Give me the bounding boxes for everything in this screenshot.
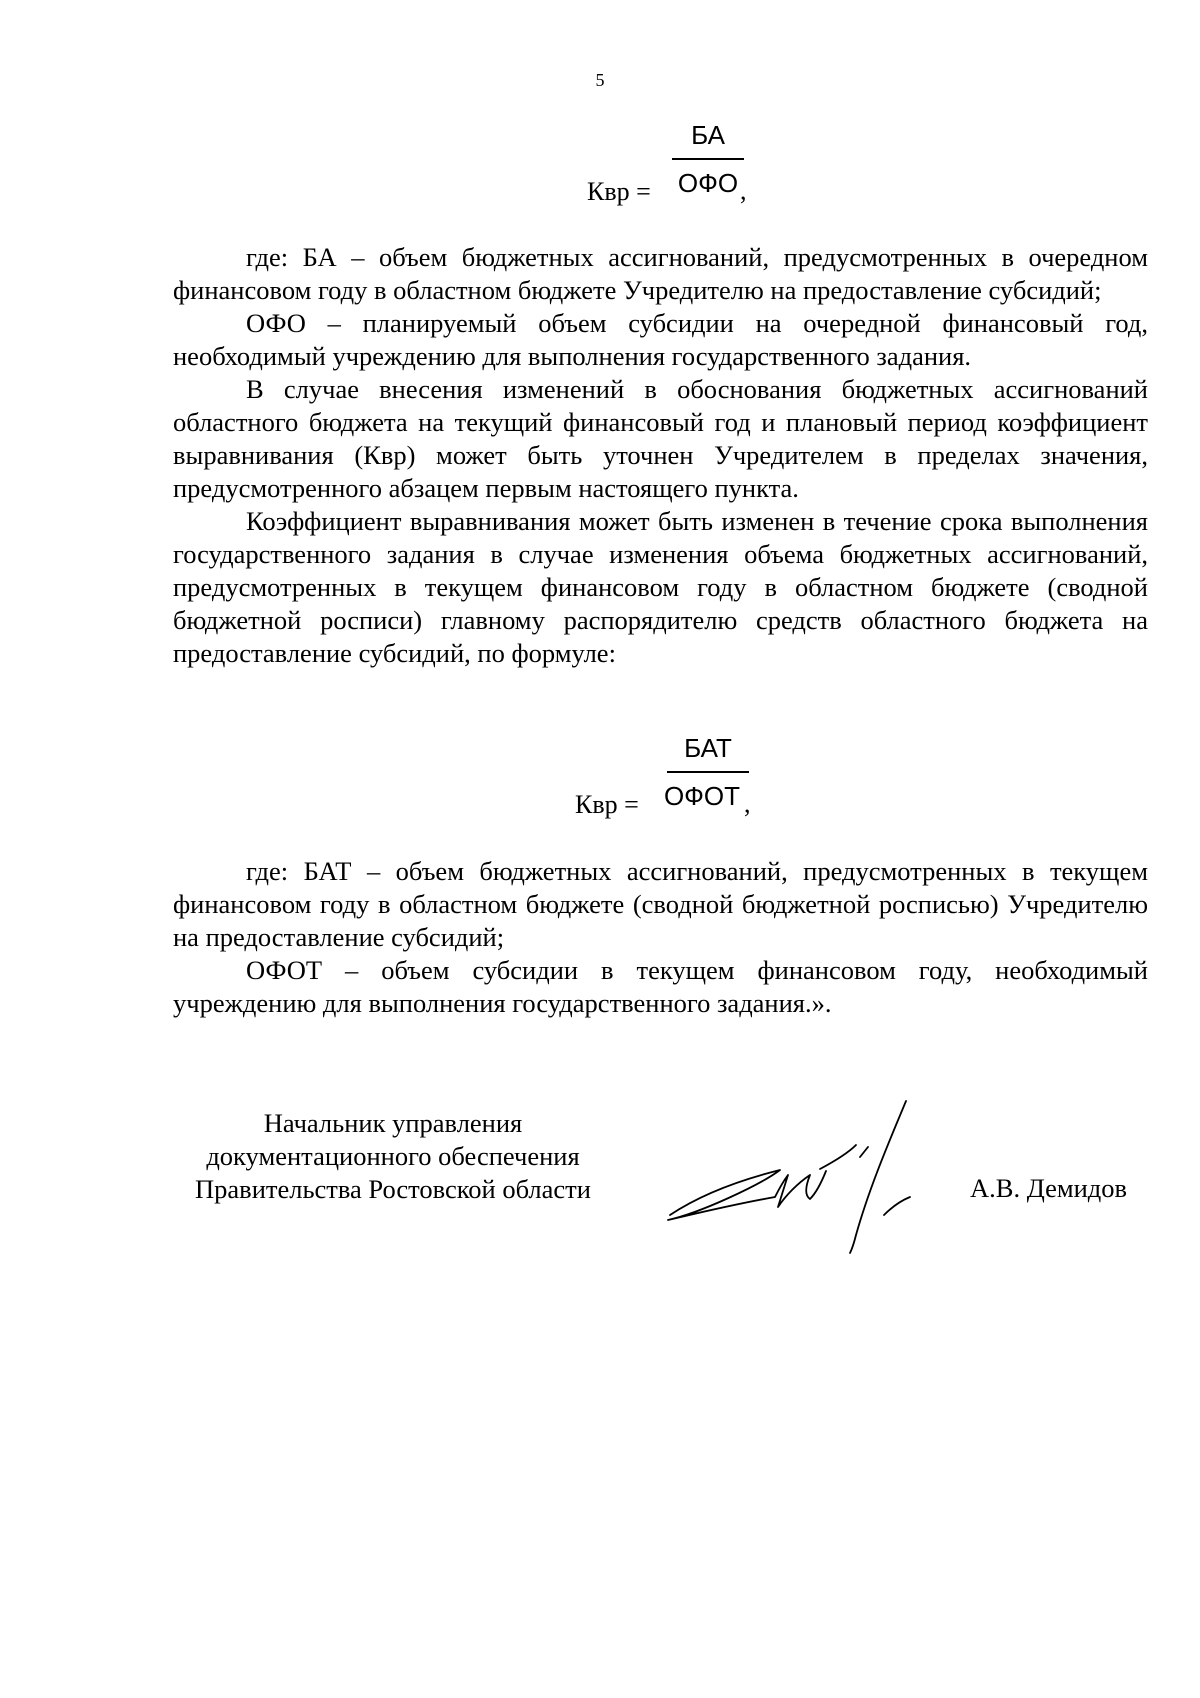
formula-2-comma: , — [744, 789, 751, 818]
formula-2-fraction-bar — [667, 771, 749, 773]
signatory-title-line-3: Правительства Ростовской области — [195, 1174, 591, 1204]
signatory-name: А.В. Демидов — [970, 1173, 1128, 1203]
page-number: 5 — [595, 70, 605, 90]
formula-2-numerator: БАТ — [684, 733, 732, 763]
signatory-title-line-2: документационного обеспечения — [206, 1141, 580, 1171]
signatory-title-line-1: Начальник управления — [263, 1108, 523, 1138]
paragraph-definition-ba: где: БА – объем бюджетных ассигнований, предусмотренных в очередном финансовом году в областном бюджете Учредителю на предоставление субсидий; — [173, 242, 1148, 305]
formula-1-denominator: ОФО — [677, 168, 739, 198]
formula-1-lhs: Квр = — [587, 177, 651, 206]
formula-2-denominator: ОФОТ — [663, 781, 741, 811]
formula-1-numerator: БА — [691, 120, 725, 150]
signatory-title — [173, 1107, 613, 1206]
formula-2-lhs: Квр = — [575, 790, 639, 819]
formula-1-fraction-bar — [672, 158, 744, 160]
paragraph-definition-ofo: ОФО – планируемый объем субсидии на очередной финансовый год, необходимый учреждению для выполнения государственного задания. — [173, 308, 1148, 371]
body-text-block-2 — [173, 855, 1148, 1020]
formula-1-comma: , — [740, 176, 747, 205]
paragraph-definition-bat: где: БАТ – объем бюджетных ассигнований, предусмотренных в текущем финансовом году в областном бюджете (сводной бюджетной росписью) Учредителю на предоставление субсидий; — [173, 856, 1148, 952]
paragraph-definition-ofot: ОФОТ – объем субсидии в текущем финансовом году, необходимый учреждению для выполнения государственного задания.». — [173, 955, 1148, 1018]
handwritten-signature — [660, 1095, 960, 1265]
paragraph-change-case: В случае внесения изменений в обоснования бюджетных ассигнований областного бюджета на текущий финансовый год и плановый период коэффициент выравнивания (Квр) может быть уточнен Учредителем в пределах значения, предусмотренного абзацем первым настоящего пункта. — [173, 374, 1148, 503]
body-text-block-1 — [173, 241, 1148, 670]
paragraph-coefficient-change: Коэффициент выравнивания может быть изменен в течение срока выполнения государственного задания в случае изменения объема бюджетных ассигнований, предусмотренных в текущем финансовом году в областном бюджете (сводной бюджетной росписи) главному распорядителю средств областного бюджета на предоставление субсидий, по формуле: — [173, 506, 1148, 668]
